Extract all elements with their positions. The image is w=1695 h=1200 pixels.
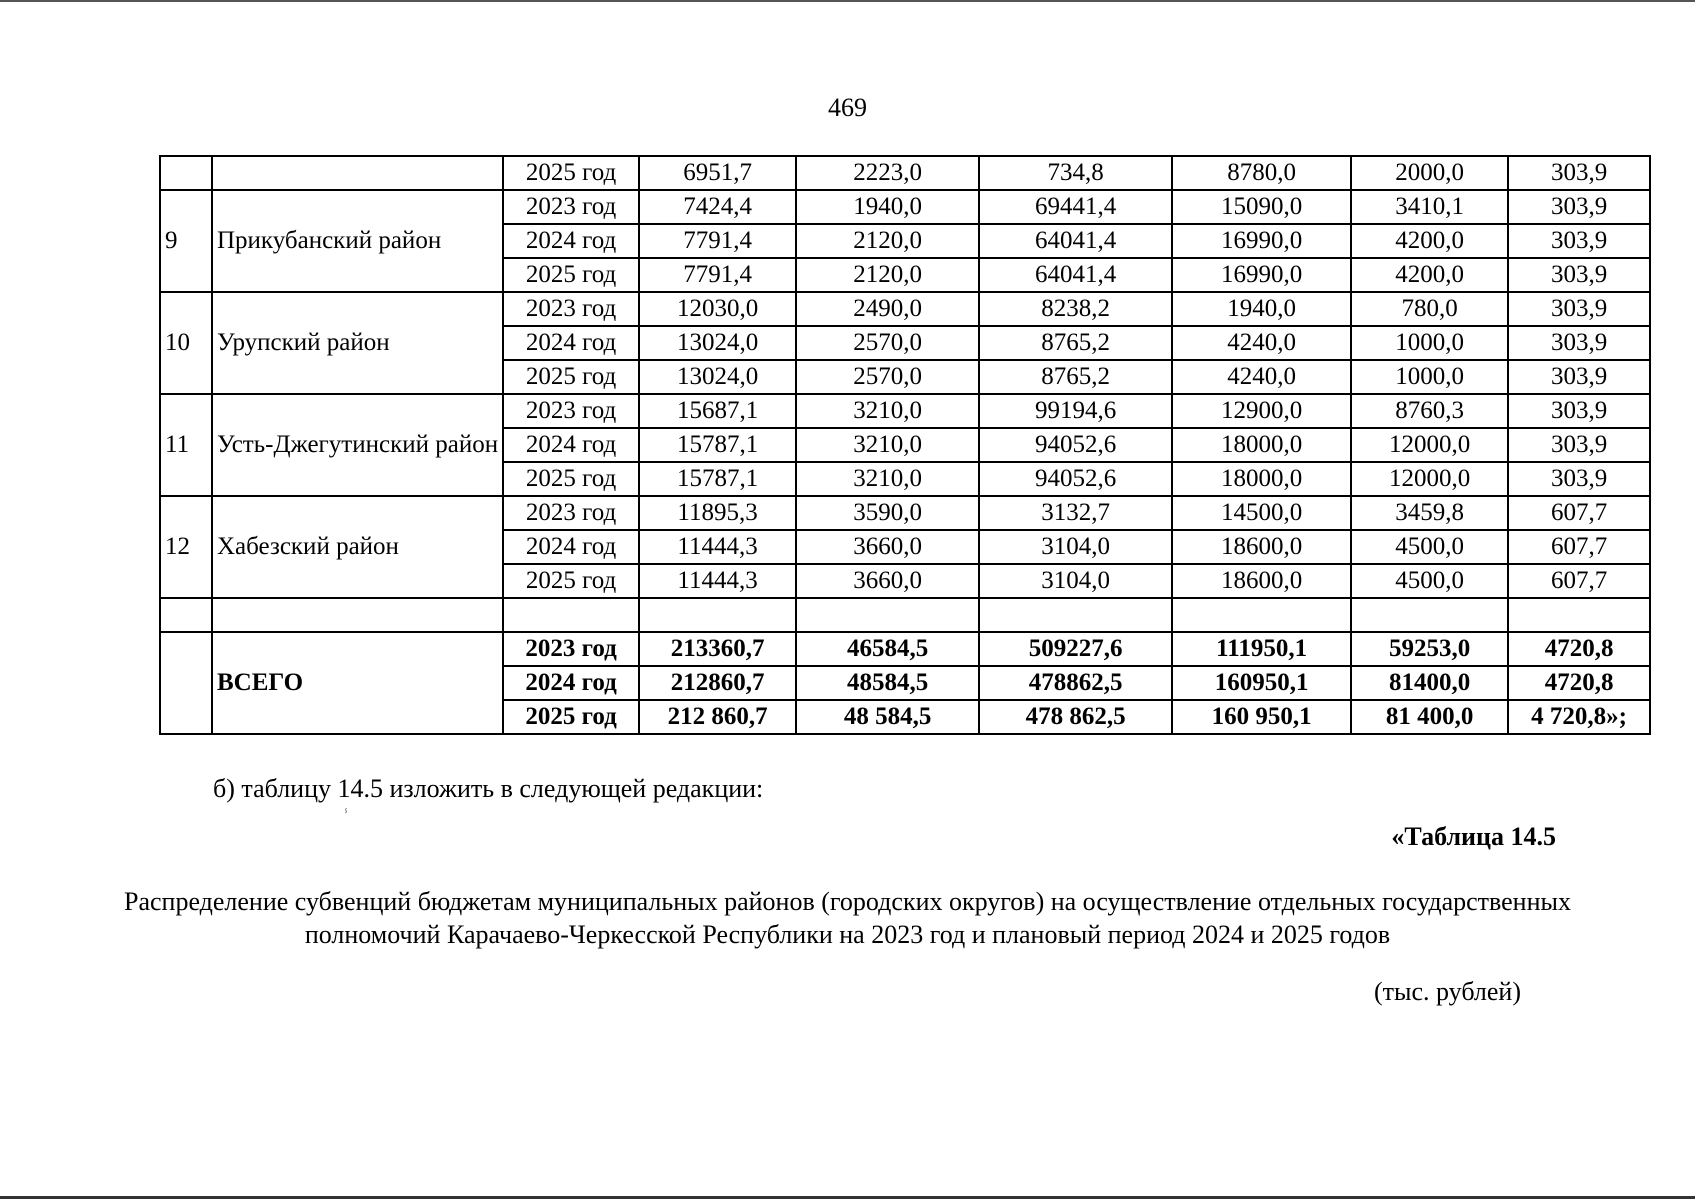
empty-cell [1508,598,1650,632]
total-row [160,632,1650,666]
value-cell: 2570,0 [796,360,979,394]
value-cell: 607,7 [1508,530,1650,564]
value-cell: 94052,6 [979,462,1172,496]
district-name-cell: Урупский район [212,292,503,394]
year-cell: 2025 год [503,258,639,292]
value-cell: 2000,0 [1351,156,1508,190]
total-value-cell: 160950,1 [1172,666,1351,700]
year-cell: 2023 год [503,394,639,428]
district-name-cell: Усть-Джегутинский район [212,394,503,496]
value-cell: 3132,7 [979,496,1172,530]
table-caption: «Таблица 14.5 [1391,822,1556,851]
value-cell: 3104,0 [979,564,1172,598]
value-cell: 780,0 [1351,292,1508,326]
value-cell: 14500,0 [1172,496,1351,530]
value-cell: 4500,0 [1351,564,1508,598]
total-year-cell: 2024 год [503,666,639,700]
value-cell: 303,9 [1508,156,1650,190]
district-number-cell: 10 [160,292,212,394]
year-cell: 2024 год [503,224,639,258]
total-year-cell: 2025 год [503,700,639,734]
value-cell: 607,7 [1508,496,1650,530]
total-value-cell: 509227,6 [979,632,1172,666]
table-row [160,156,1650,190]
total-label-cell: ВСЕГО [212,632,503,734]
year-cell: 2025 год [503,462,639,496]
value-cell: 303,9 [1508,462,1650,496]
value-cell: 4200,0 [1351,224,1508,258]
district-name-cell [212,156,503,190]
value-cell: 3410,1 [1351,190,1508,224]
value-cell: 18600,0 [1172,564,1351,598]
total-value-cell: 213360,7 [639,632,796,666]
empty-cell [503,598,639,632]
value-cell: 18600,0 [1172,530,1351,564]
total-value-cell: 81 400,0 [1351,700,1508,734]
year-cell: 2025 год [503,360,639,394]
total-value-cell: 478 862,5 [979,700,1172,734]
year-cell: 2023 год [503,190,639,224]
bottom-scan-edge [0,1196,1695,1199]
value-cell: 4240,0 [1172,360,1351,394]
value-cell: 7791,4 [639,258,796,292]
value-cell: 12000,0 [1351,428,1508,462]
value-cell: 7791,4 [639,224,796,258]
value-cell: 607,7 [1508,564,1650,598]
value-cell: 4500,0 [1351,530,1508,564]
total-value-cell: 4720,8 [1508,666,1650,700]
district-number-cell: 12 [160,496,212,598]
value-cell: 303,9 [1508,326,1650,360]
value-cell: 3590,0 [796,496,979,530]
value-cell: 303,9 [1508,190,1650,224]
value-cell: 64041,4 [979,224,1172,258]
total-value-cell: 81400,0 [1351,666,1508,700]
value-cell: 69441,4 [979,190,1172,224]
value-cell: 8760,3 [1351,394,1508,428]
empty-cell [212,598,503,632]
total-value-cell: 160 950,1 [1172,700,1351,734]
value-cell: 1940,0 [1172,292,1351,326]
district-number-cell [160,156,212,190]
total-year-cell: 2023 год [503,632,639,666]
year-cell: 2025 год [503,156,639,190]
value-cell: 4200,0 [1351,258,1508,292]
value-cell: 15787,1 [639,428,796,462]
spacer-row [160,598,1650,632]
value-cell: 3210,0 [796,428,979,462]
total-value-cell: 4720,8 [1508,632,1650,666]
value-cell: 1000,0 [1351,326,1508,360]
top-scan-edge [0,0,1695,2]
value-cell: 2120,0 [796,258,979,292]
empty-cell [639,598,796,632]
district-name-cell: Прикубанский район [212,190,503,292]
value-cell: 18000,0 [1172,428,1351,462]
value-cell: 3459,8 [1351,496,1508,530]
total-value-cell: 59253,0 [1351,632,1508,666]
scan-speck: ⸯ [342,811,351,826]
value-cell: 12000,0 [1351,462,1508,496]
year-cell: 2023 год [503,292,639,326]
empty-cell [1351,598,1508,632]
total-value-cell: 46584,5 [796,632,979,666]
value-cell: 2120,0 [796,224,979,258]
value-cell: 303,9 [1508,360,1650,394]
table-row [160,496,1650,530]
value-cell: 1000,0 [1351,360,1508,394]
value-cell: 16990,0 [1172,224,1351,258]
value-cell: 13024,0 [639,326,796,360]
value-cell: 11895,3 [639,496,796,530]
empty-cell [160,598,212,632]
year-cell: 2025 год [503,564,639,598]
value-cell: 303,9 [1508,428,1650,462]
value-cell: 303,9 [1508,224,1650,258]
year-cell: 2024 год [503,326,639,360]
value-cell: 13024,0 [639,360,796,394]
subvention-table [159,155,1651,735]
total-value-cell: 111950,1 [1172,632,1351,666]
value-cell: 303,9 [1508,394,1650,428]
table-row [160,394,1650,428]
total-value-cell: 212860,7 [639,666,796,700]
value-cell: 3210,0 [796,394,979,428]
value-cell: 12900,0 [1172,394,1351,428]
value-cell: 6951,7 [639,156,796,190]
value-cell: 8238,2 [979,292,1172,326]
district-number-cell: 9 [160,190,212,292]
value-cell: 3104,0 [979,530,1172,564]
value-cell: 3660,0 [796,530,979,564]
total-number-cell [160,632,212,734]
value-cell: 12030,0 [639,292,796,326]
value-cell: 4240,0 [1172,326,1351,360]
amendment-instruction: б) таблицу 14.5 изложить в следующей редакции: [213,774,764,803]
value-cell: 2223,0 [796,156,979,190]
value-cell: 2570,0 [796,326,979,360]
value-cell: 8765,2 [979,360,1172,394]
value-cell: 3210,0 [796,462,979,496]
value-cell: 64041,4 [979,258,1172,292]
value-cell: 16990,0 [1172,258,1351,292]
value-cell: 15687,1 [639,394,796,428]
value-cell: 8765,2 [979,326,1172,360]
table-row [160,292,1650,326]
value-cell: 18000,0 [1172,462,1351,496]
empty-cell [1172,598,1351,632]
total-value-cell: 4 720,8»; [1508,700,1650,734]
value-cell: 11444,3 [639,564,796,598]
empty-cell [979,598,1172,632]
value-cell: 2490,0 [796,292,979,326]
value-cell: 3660,0 [796,564,979,598]
value-cell: 15787,1 [639,462,796,496]
table-row [160,190,1650,224]
total-value-cell: 212 860,7 [639,700,796,734]
value-cell: 303,9 [1508,292,1650,326]
total-value-cell: 478862,5 [979,666,1172,700]
value-cell: 303,9 [1508,258,1650,292]
district-number-cell: 11 [160,394,212,496]
empty-cell [796,598,979,632]
value-cell: 8780,0 [1172,156,1351,190]
total-value-cell: 48 584,5 [796,700,979,734]
value-cell: 99194,6 [979,394,1172,428]
value-cell: 11444,3 [639,530,796,564]
year-cell: 2024 год [503,530,639,564]
value-cell: 1940,0 [796,190,979,224]
year-cell: 2023 год [503,496,639,530]
table-title: Распределение субвенций бюджетам муниципальных районов (городских округов) на осуществление отдельных государственных полномочий Карачаево-Черкесской Республики на 2023 год и плановый период 2024 и 2025 годов [124,887,1571,949]
table-body [160,156,1650,734]
value-cell: 94052,6 [979,428,1172,462]
value-cell: 15090,0 [1172,190,1351,224]
value-cell: 7424,4 [639,190,796,224]
district-name-cell: Хабезский район [212,496,503,598]
total-value-cell: 48584,5 [796,666,979,700]
page-number: 469 [828,93,867,122]
value-cell: 734,8 [979,156,1172,190]
unit-note: (тыс. рублей) [1373,977,1521,1006]
year-cell: 2024 год [503,428,639,462]
